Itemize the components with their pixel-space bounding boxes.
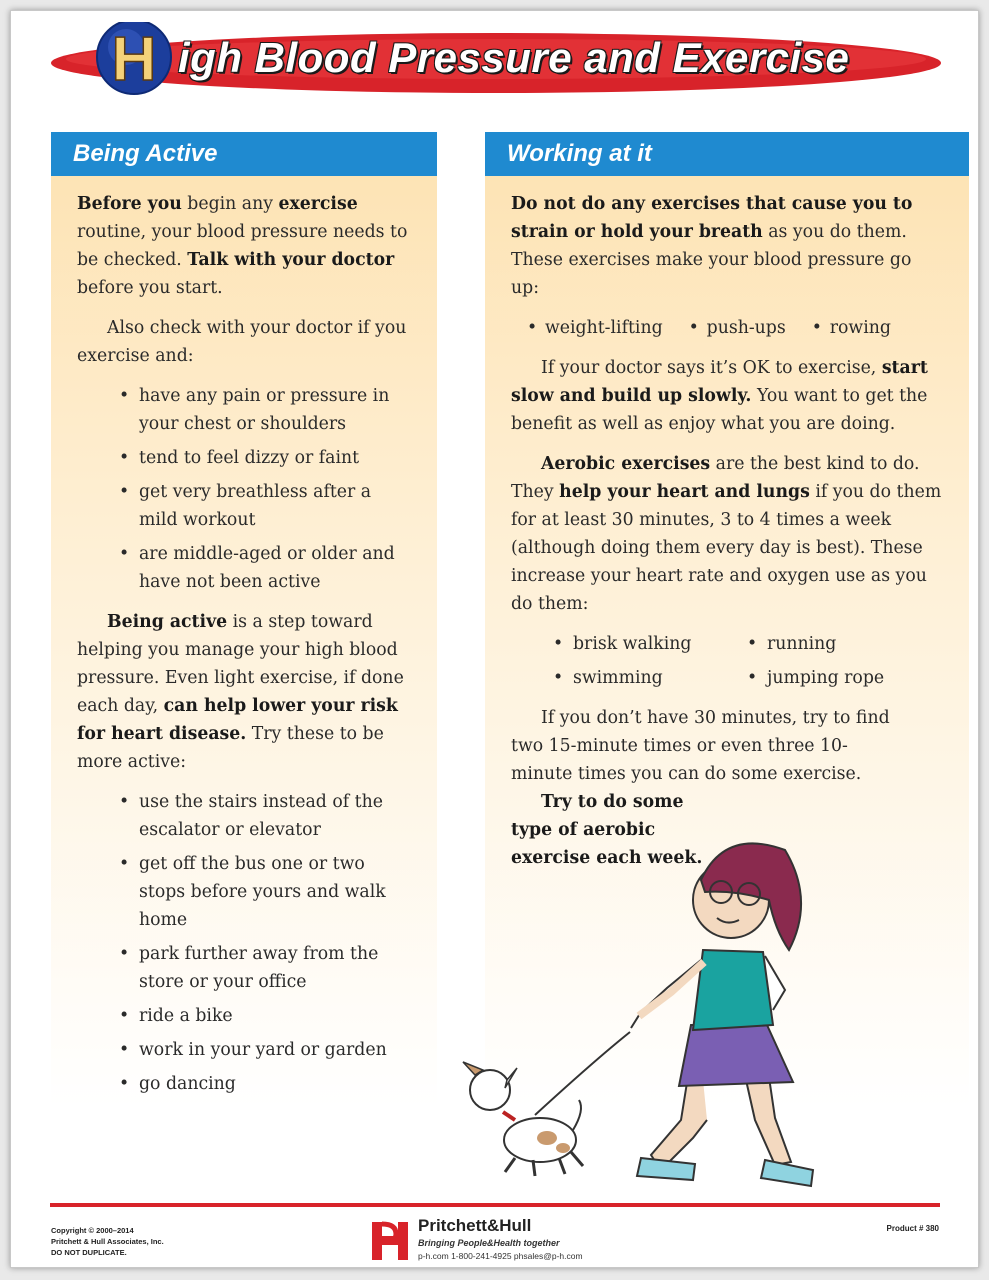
list-item: • work in your yard or garden xyxy=(117,1036,411,1064)
list-item: • ride a bike xyxy=(117,1002,411,1030)
footer-rule xyxy=(50,1203,940,1207)
list-item: • park further away from the store or your office xyxy=(117,940,411,996)
working-at-it-header: Working at it xyxy=(485,132,969,176)
right-paragraph-2: If your doctor says it’s OK to exercise, start slow and build up slowly. You want to get the benefit as well as enjoy what you are doing. xyxy=(511,358,928,434)
list-item: • running xyxy=(745,630,925,658)
left-paragraph-1: Before you begin any exercise routine, your blood pressure needs to be checked. Talk with your doctor before you start. xyxy=(77,194,408,298)
activity-list xyxy=(77,788,411,1098)
list-item: • weight-lifting xyxy=(525,314,663,342)
list-item: • have any pain or pressure in your chest or shoulders xyxy=(117,382,411,438)
right-paragraph-4: If you don’t have 30 minutes, try to find two 15-minute times or even three 10-minute times you can do some exercise. Try to do some type of aerobic exercise each week. xyxy=(511,708,890,868)
list-item: • brisk walking xyxy=(551,630,745,658)
list-item: • swimming xyxy=(551,664,745,692)
list-item: • jumping rope xyxy=(745,664,925,692)
title-initial: H xyxy=(111,25,157,94)
strain-exercise-list xyxy=(525,314,943,342)
woman-icon xyxy=(631,843,813,1186)
contact-info: p-h.com 1-800-241-4925 phsales@p-h.com xyxy=(418,1251,583,1261)
being-active-header: Being Active xyxy=(51,132,437,176)
product-number: Product # 380 xyxy=(886,1224,939,1233)
right-paragraph-1: Do not do any exercises that cause you to strain or hold your breath as you do them. These exercises make your blood pressure go up: xyxy=(511,194,913,298)
list-item: • get very breathless after a mild workout xyxy=(117,478,411,534)
list-item: • tend to feel dizzy or faint xyxy=(117,444,411,472)
ph-logo-icon xyxy=(370,1218,414,1264)
woman-walking-dog-illustration xyxy=(455,820,835,1200)
page-title: igh Blood Pressure and Exercise xyxy=(178,34,850,81)
list-item: • are middle-aged or older and have not been active xyxy=(117,540,411,596)
list-item: • use the stairs instead of the escalator or elevator xyxy=(117,788,411,844)
dog-icon xyxy=(463,1062,583,1176)
copyright-notice: Copyright © 2000–2014 Pritchett & Hull Associates, Inc. DO NOT DUPLICATE. xyxy=(51,1226,164,1257)
list-item: • push-ups xyxy=(687,314,786,342)
left-paragraph-3: Being active is a step toward helping you manage your high blood pressure. Even light exercise, if done each day, can help lower your risk for heart disease. Try these to be more active: xyxy=(77,612,404,772)
right-paragraph-3: Aerobic exercises are the best kind to do. They help your heart and lungs if you do them for at least 30 minutes, 3 to 4 times a week (although doing them every day is best). These increase your heart rate and oxygen use as you do them: xyxy=(511,454,942,614)
left-paragraph-2: Also check with your doctor if you exercise and: xyxy=(77,318,407,366)
list-item: • rowing xyxy=(810,314,891,342)
warning-list xyxy=(77,382,411,596)
brand-tagline: Bringing People&Health together xyxy=(418,1238,560,1248)
brand-name: Pritchett&Hull xyxy=(418,1216,532,1235)
being-active-column xyxy=(51,132,437,1192)
title-banner xyxy=(50,22,942,96)
aerobic-exercise-list xyxy=(551,630,943,692)
list-item: • get off the bus one or two stops before yours and walk home xyxy=(117,850,411,934)
list-item: • go dancing xyxy=(117,1070,411,1098)
pritchett-hull-logo xyxy=(370,1216,630,1264)
